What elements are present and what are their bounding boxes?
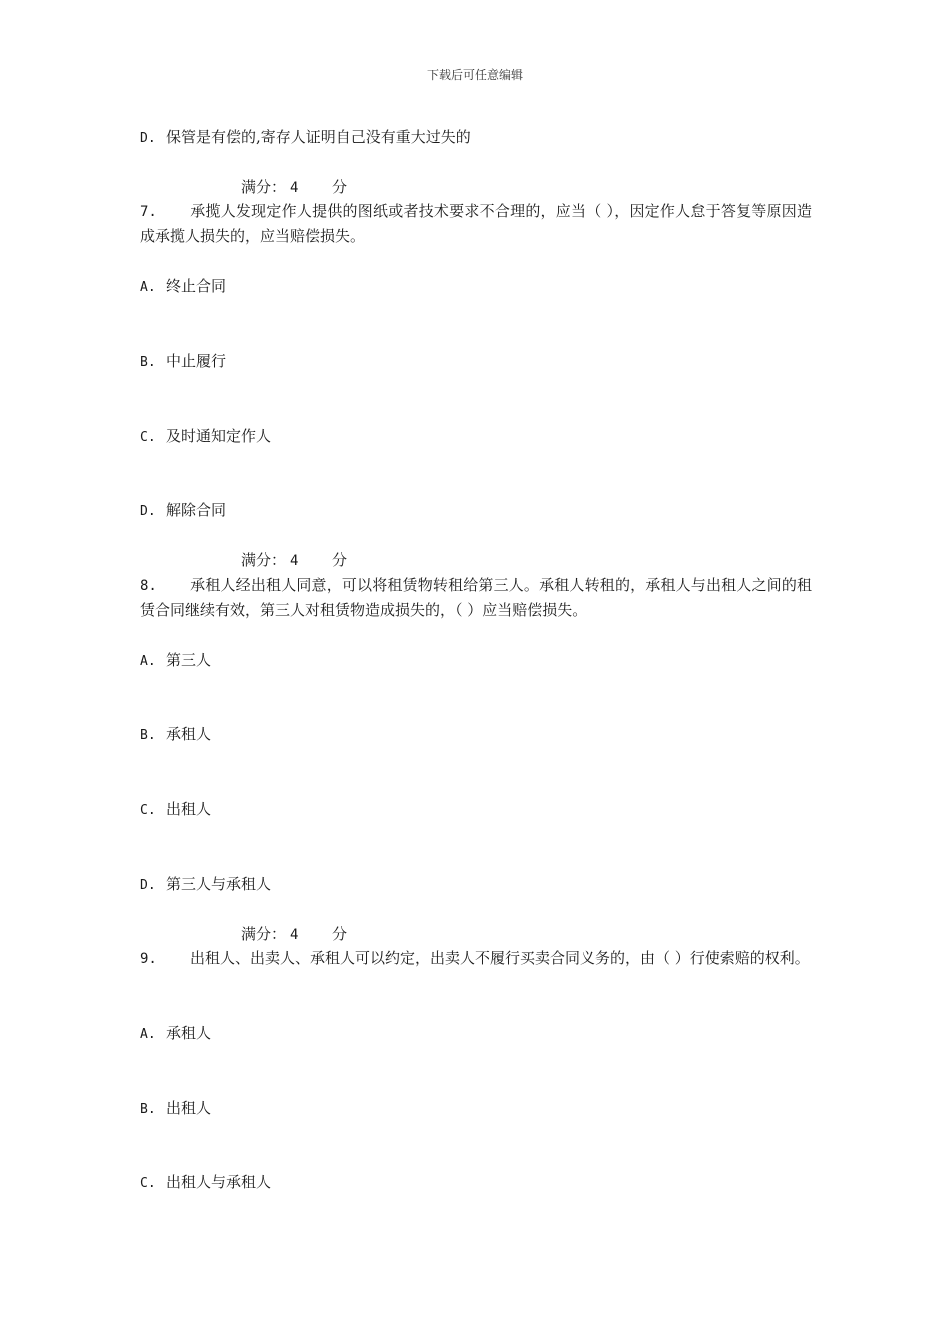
option-text: 出租人 [166, 1099, 212, 1117]
q7-option-d [140, 498, 226, 524]
score-label: 满分： [241, 925, 287, 943]
option-letter: B. [140, 355, 156, 370]
question-number: 8. [140, 578, 157, 594]
option-letter: A. [140, 1027, 156, 1042]
q8-option-a [140, 648, 211, 674]
question-text: 出租人、出卖人、承租人可以约定，出卖人不履行买卖合同义务的，由（ ）行使索赔的权利。 [190, 949, 810, 967]
q8-option-c [140, 797, 211, 823]
option-text: 保管是有偿的,寄存人证明自己没有重大过失的 [166, 128, 471, 146]
option-text: 承租人 [166, 1024, 212, 1042]
option-letter: D. [140, 878, 156, 893]
option-text: 出租人与承租人 [166, 1173, 272, 1191]
q9-option-c [140, 1170, 271, 1196]
question-text: 承租人经出租人同意，可以将租赁物转租给第三人。承租人转租的，承租人与出租人之间的租赁合同继续有效，第三人对租赁物造成损失的，（ ）应当赔偿损失。 [140, 576, 812, 619]
option-d-prev [140, 125, 471, 151]
question-9 [140, 946, 812, 971]
score-line [241, 922, 347, 947]
q8-option-b [140, 722, 211, 748]
option-letter: A. [140, 280, 156, 295]
option-text: 承租人 [166, 725, 212, 743]
score-unit: 分 [332, 178, 348, 196]
option-text: 终止合同 [166, 277, 227, 295]
score-unit: 分 [332, 551, 348, 569]
option-text: 第三人 [166, 651, 212, 669]
score-line [241, 548, 347, 573]
q7-option-a [140, 274, 226, 300]
question-number: 9. [140, 951, 157, 967]
score-value: 4 [290, 927, 299, 943]
option-letter: B. [140, 1102, 156, 1117]
question-7 [140, 199, 812, 248]
option-letter: C. [140, 1176, 156, 1191]
question-number: 7. [140, 204, 157, 220]
score-value: 4 [290, 553, 299, 569]
q9-option-b [140, 1096, 211, 1122]
score-line [241, 175, 347, 200]
score-label: 满分： [241, 551, 287, 569]
question-text: 承揽人发现定作人提供的图纸或者技术要求不合理的，应当（ ），因定作人怠于答复等原因造成承揽人损失的，应当赔偿损失。 [140, 202, 812, 245]
q8-option-d [140, 872, 271, 898]
option-letter: D. [140, 504, 156, 519]
q7-option-b [140, 349, 226, 375]
option-letter: C. [140, 803, 156, 818]
page-header: 下载后可任意编辑 [426, 68, 523, 82]
score-value: 4 [290, 180, 299, 196]
q7-option-c [140, 424, 271, 450]
option-text: 解除合同 [166, 501, 227, 519]
score-unit: 分 [332, 925, 348, 943]
question-8 [140, 573, 812, 622]
option-letter: C. [140, 430, 156, 445]
option-text: 出租人 [166, 800, 212, 818]
option-text: 第三人与承租人 [166, 875, 272, 893]
option-letter: B. [140, 728, 156, 743]
option-text: 及时通知定作人 [166, 427, 272, 445]
option-text: 中止履行 [166, 352, 227, 370]
score-label: 满分： [241, 178, 287, 196]
option-letter: D. [140, 131, 156, 146]
q9-option-a [140, 1021, 211, 1047]
option-letter: A. [140, 654, 156, 669]
